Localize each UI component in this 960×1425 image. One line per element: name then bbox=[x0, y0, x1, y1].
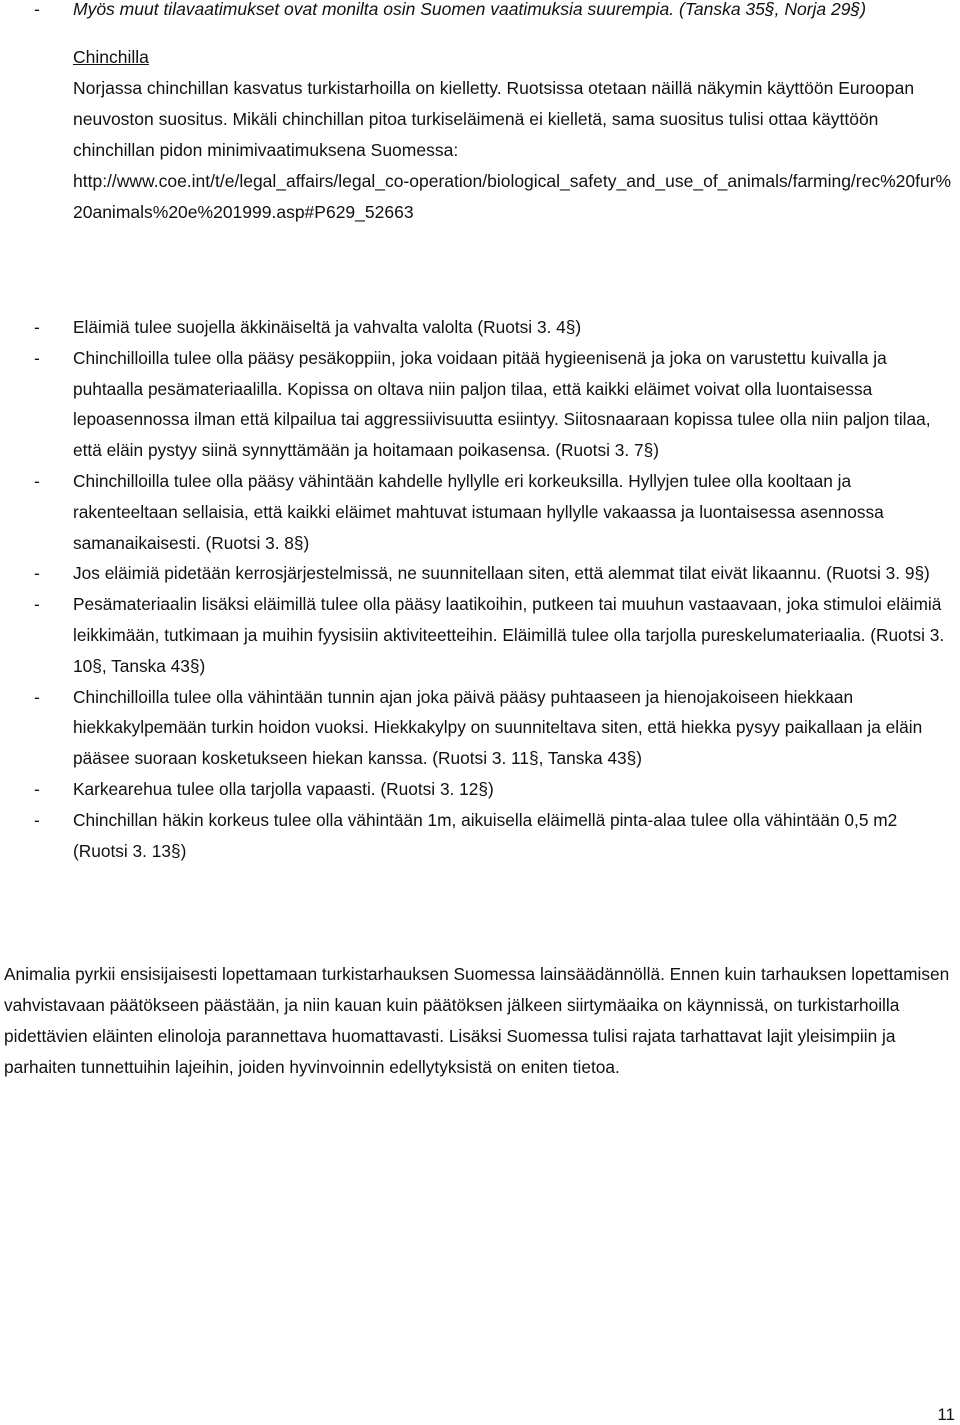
bullet-dash: - bbox=[34, 778, 40, 799]
bullet-dash: - bbox=[34, 347, 40, 368]
bullet-dash: - bbox=[34, 317, 40, 337]
list-item-text: Chinchilloilla tulee olla pääsy pesäkoppiin, joka voidaan pitää hygieenisenä ja joka on varustettu kuivalla ja puhtaalla pesämateriaalilla. Kopissa on oltava niin paljon tilaa, että kaikki eläimet voivat olla luontaisessa lepoasennossa ilman että kilpailua tai aggressiivisuutta esiintyy. Siitosnaaraan kopissa tulee olla niin paljon tilaa, että eläin pystyy siinä synnyttämään ja hoitamaan poikasensa. (Ruotsi 3. 7§) bbox=[73, 347, 931, 461]
top-bullet-text: Myös muut tilavaatimukset ovat monilta osin Suomen vaatimuksia suurempia. (Tanska 35§, Norja 29§) bbox=[73, 0, 867, 19]
bullet-dash: - bbox=[34, 594, 40, 615]
section-heading: Chinchilla bbox=[73, 47, 149, 67]
list-item-text: Chinchilloilla tulee olla pääsy vähintään kahdelle hyllylle eri korkeuksilla. Hyllyjen tulee olla kooltaan ja rakenteeltaan sellaisia, että kaikki eläimet mahtuvat istumaan hyllylle vakaassa ja luontaisessa asennossa samanaikaisesti. (Ruotsi 3. 8§) bbox=[73, 470, 884, 553]
list-item bbox=[0, 589, 955, 681]
list-item bbox=[0, 312, 955, 343]
bullet-dash: - bbox=[34, 686, 40, 707]
list-item bbox=[0, 805, 955, 867]
intro-section bbox=[0, 0, 952, 228]
list-item-text: Karkearehua tulee olla tarjolla vapaasti. (Ruotsi 3. 12§) bbox=[73, 778, 494, 799]
spacer bbox=[0, 25, 952, 42]
reference-url: http://www.coe.int/t/e/legal_affairs/legal_co-operation/biological_safety_and_use_of_animals/farming/rec%20fur%20animals%20e%201999.asp#P629_52663 bbox=[73, 171, 952, 222]
list-item-text: Pesämateriaalin lisäksi eläimillä tulee olla pääsy laatikoihin, putkeen tai muuhun vastaavaan, joka stimuloi eläimiä leikkimään, tutkimaan ja muihin fyysisiin aktiviteetteihin. Eläimillä tulee olla tarjolla pureskelumateriaalia. (Ruotsi 3. 10§, Tanska 43§) bbox=[73, 594, 945, 676]
list-item-text: Chinchilloilla tulee olla vähintään tunnin ajan joka päivä pääsy puhtaaseen ja hienojakoiseen hiekkaan hiekkakylpemään turkin hoidon vuoksi. Hiekkakylpy on suunniteltava siten, että hiekka pysyy paikallaan ja eläin pääsee suoraan kosketukseen hiekan kanssa. (Ruotsi 3. 11§, Tanska 43§) bbox=[73, 686, 923, 769]
bullet-dash: - bbox=[34, 0, 40, 19]
list-item bbox=[0, 558, 955, 589]
list-item bbox=[0, 343, 955, 466]
page-number: 11 bbox=[937, 1405, 955, 1424]
bullet-dash: - bbox=[34, 470, 40, 491]
list-item-text: Eläimiä tulee suojella äkkinäiseltä ja vahvalta valolta (Ruotsi 3. 4§) bbox=[73, 317, 582, 337]
bullet-dash: - bbox=[34, 809, 40, 830]
requirements-list bbox=[0, 312, 955, 866]
list-item-text: Jos eläimiä pidetään kerrosjärjestelmissä, ne suunnitellaan siten, että alemmat tilat eivät likaannu. (Ruotsi 3. 9§) bbox=[73, 563, 930, 584]
list-item bbox=[0, 774, 955, 805]
list-item-text: Chinchillan häkin korkeus tulee olla vähintään 1m, aikuisella eläimellä pinta-alaa tulee olla vähintään 0,5 m2 (Ruotsi 3. 13§) bbox=[73, 809, 898, 861]
list-item bbox=[0, 682, 955, 774]
list-item bbox=[0, 466, 955, 558]
list-item bbox=[0, 0, 952, 25]
intro-paragraph: Norjassa chinchillan kasvatus turkistarhoilla on kielletty. Ruotsissa otetaan näillä näkymin käyttöön Euroopan neuvoston suositus. Mikäli chinchillan pitoa turkiseläimenä ei kielletä, sama suositus tulisi ottaa käyttöön chinchillan pidon minimivaatimuksena Suomessa: bbox=[73, 78, 915, 160]
closing-paragraph: Animalia pyrkii ensisijaisesti lopettamaan turkistarhauksen Suomessa lainsäädännöllä. Ennen kuin tarhauksen lopettamisen vahvistavaan päätökseen päästään, ja niin kauan kuin päätöksen jälkeen siirtymäaika on käynnissä, on turkistarhoilla pidettävien eläinten elinoloja parannettava huomattavasti. Lisäksi Suomessa tulisi rajata tarhattavat lajit yleisimpiin ja parhaiten tunnettuihin lajeihin, joiden hyvinvoinnin edellytyksistä on eniten tietoa. bbox=[4, 964, 950, 1077]
bullet-dash: - bbox=[34, 563, 40, 584]
